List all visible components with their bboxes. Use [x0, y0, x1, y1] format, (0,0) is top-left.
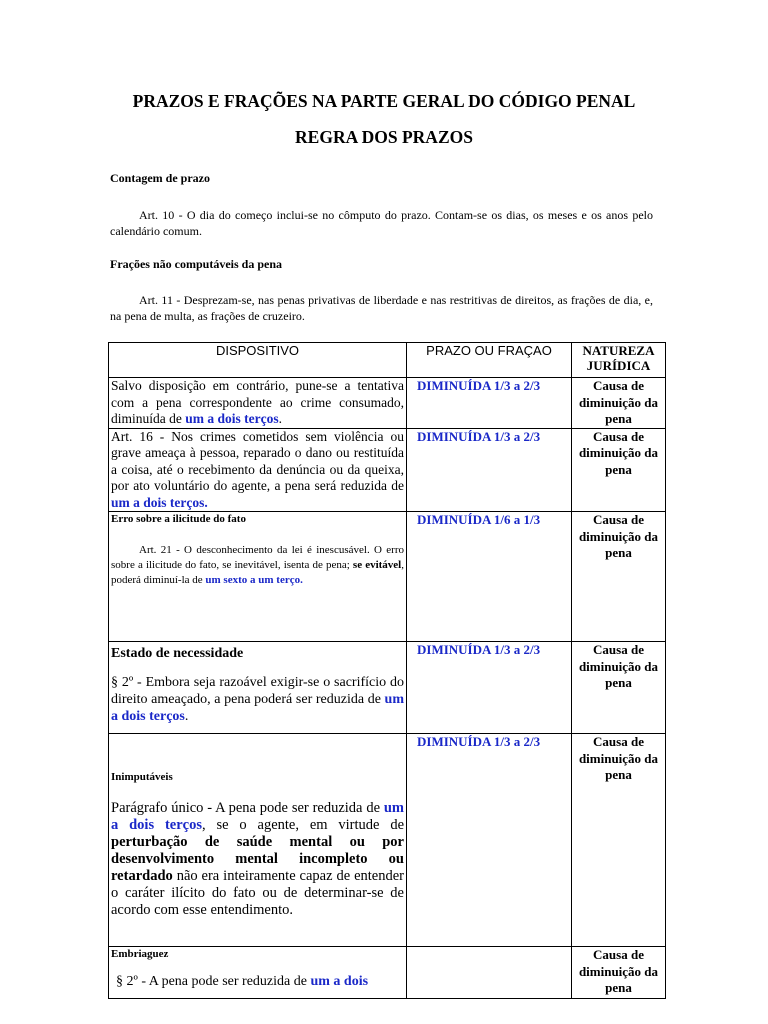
fraction-highlight: um sexto a um terço.: [205, 574, 303, 586]
row-title: Inimputáveis: [111, 771, 173, 783]
dispositivo-text: Salvo disposição em contrário, pune-se a tentativa com a pena correspondente ao crime consumado, diminuída de: [111, 378, 404, 426]
fraction-highlight: um a dois terços: [185, 411, 279, 426]
dispositivo-cell: [109, 512, 407, 642]
natureza-cell: Causa de diminuição da pena: [572, 428, 666, 512]
table-row: [109, 428, 666, 512]
table-row: [109, 642, 666, 734]
dispositivo-text-end: não era inteiramente capaz de entender o caráter ilícito do fato ou de determinar-se de acordo com esse entendimento.: [111, 868, 404, 918]
dispositivo-text-end: .: [184, 709, 189, 724]
dispositivo-text-block: [111, 543, 404, 588]
dispositivo-cell: [109, 642, 407, 734]
prazo-cell: DIMINUÍDA 1/3 a 2/3: [407, 378, 572, 429]
dispositivo-cell: [109, 378, 407, 429]
table-row: [109, 378, 666, 429]
natureza-cell: Causa de diminuição da pena: [572, 947, 666, 999]
section-text-art11: Art. 11 - Desprezam-se, nas penas privativas de liberdade e nas restritivas de direitos, as frações de dia, e, na pena de multa, as frações de cruzeiro.: [110, 293, 653, 323]
document-subtitle: REGRA DOS PRAZOS: [295, 127, 473, 147]
fraction-highlight: um a dois terços: [111, 692, 404, 724]
section-text-art10: Art. 10 - O dia do começo inclui-se no cômputo do prazo. Contam-se os dias, os meses e os anos pelo calendário comum.: [110, 208, 653, 238]
bold-text: se evitável: [352, 559, 402, 571]
natureza-cell: Causa de diminuição da pena: [572, 378, 666, 429]
header-prazo: PRAZO OU FRAÇAO: [407, 343, 572, 378]
row-title: Estado de necessidade: [111, 646, 244, 661]
natureza-cell: Causa de diminuição da pena: [572, 734, 666, 947]
prazo-cell: DIMINUÍDA 1/3 a 2/3: [407, 734, 572, 947]
header-dispositivo: DISPOSITIVO: [109, 343, 407, 378]
natureza-cell: Causa de diminuição da pena: [572, 642, 666, 734]
dispositivo-text-block: [111, 674, 404, 725]
dispositivo-cell: [109, 734, 407, 947]
table-row: [109, 512, 666, 642]
prazo-cell: DIMINUÍDA 1/6 a 1/3: [407, 512, 572, 642]
section-heading-fracoes: Frações não computáveis da pena: [110, 257, 282, 271]
prazo-cell: DIMINUÍDA 1/3 a 2/3: [407, 642, 572, 734]
dispositivo-cell: [109, 947, 407, 999]
row-title: Erro sobre a ilicitude do fato: [111, 513, 246, 525]
dispositivo-text-block: [111, 800, 404, 919]
fraction-highlight: um a dois terços.: [111, 494, 208, 510]
prazo-cell: DIMINUÍDA 1/3 a 2/3: [407, 428, 572, 512]
table-header-row: [109, 343, 666, 378]
bold-text: perturbação de saúde mental ou por desenvolvimento mental incompleto ou retardado: [111, 834, 404, 884]
dispositivo-text-mid: , se o agente, em virtude de: [201, 817, 405, 833]
row-title: Embriaguez: [111, 948, 169, 960]
dispositivo-text: § 2º - A pena pode ser reduzida de: [116, 974, 311, 989]
table-row: [109, 947, 666, 999]
fraction-highlight: um a dois: [310, 974, 369, 989]
dispositivo-text-mid: , poderá diminuí-la de: [111, 559, 404, 586]
dispositivo-text: Parágrafo único - A pena pode ser reduzida de: [111, 800, 384, 816]
prazo-cell: [407, 947, 572, 999]
dispositivo-text-block: [111, 973, 404, 990]
prazos-table: [108, 342, 666, 999]
dispositivo-text: Art. 21 - O desconhecimento da lei é inescusável. O erro sobre a ilicitude do fato, se inevitável, isenta de pena;: [111, 544, 404, 571]
section-heading-contagem: Contagem de prazo: [110, 171, 210, 185]
fraction-highlight: um a dois terços: [111, 800, 404, 833]
document-title: PRAZOS E FRAÇÕES NA PARTE GERAL DO CÓDIGO PENAL: [132, 91, 636, 111]
dispositivo-text-end: .: [278, 411, 282, 426]
dispositivo-text: Art. 16 - Nos crimes cometidos sem violência ou grave ameaça à pessoa, reparado o dano ou restituída a coisa, até o recebimento da denúncia ou da queixa, por ato voluntário do agente, a pena será reduzida de: [111, 428, 404, 493]
header-natureza: NATUREZA JURÍDICA: [572, 343, 666, 378]
dispositivo-cell: [109, 428, 407, 512]
table-row: [109, 734, 666, 947]
dispositivo-text: § 2º - Embora seja razoável exigir-se o sacrifício do direito ameaçado, a pena poderá ser reduzida de: [111, 675, 404, 707]
natureza-cell: Causa de diminuição da pena: [572, 512, 666, 642]
